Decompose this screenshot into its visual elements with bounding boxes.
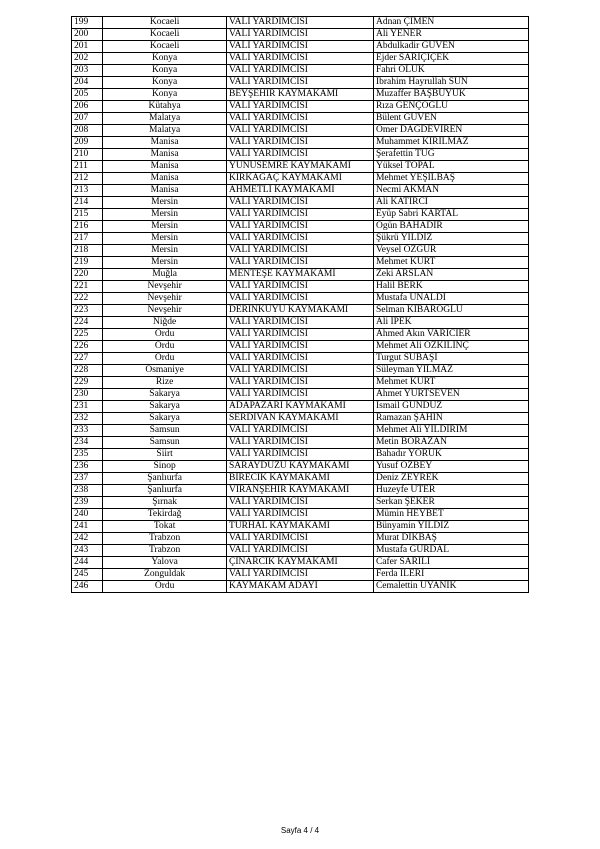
- province-cell: Tokat: [103, 521, 227, 533]
- person-name-cell: Şükrü YILDIZ: [373, 233, 528, 245]
- row-number: 236: [72, 461, 103, 473]
- table-row: [72, 413, 529, 425]
- position-cell: KIRKAĞAÇ KAYMAKAMI: [227, 173, 374, 185]
- position-cell: VALİ YARDIMCISI: [227, 233, 374, 245]
- person-name-cell: Eyüp Sabri KARTAL: [373, 209, 528, 221]
- row-number: 199: [72, 17, 103, 29]
- position-cell: VALİ YARDIMCISI: [227, 533, 374, 545]
- position-cell: VALİ YARDIMCISI: [227, 137, 374, 149]
- row-number: 229: [72, 377, 103, 389]
- position-cell: VALİ YARDIMCISI: [227, 425, 374, 437]
- person-name-cell: Süleyman YILMAZ: [373, 365, 528, 377]
- position-cell: VALİ YARDIMCISI: [227, 329, 374, 341]
- province-cell: Şanlıurfa: [103, 485, 227, 497]
- position-cell: BİRECİK KAYMAKAMI: [227, 473, 374, 485]
- table-row: [72, 557, 529, 569]
- person-name-cell: Şerafettin TUĞ: [373, 149, 528, 161]
- row-number: 203: [72, 65, 103, 77]
- row-number: 232: [72, 413, 103, 425]
- province-cell: Kütahya: [103, 101, 227, 113]
- position-cell: VALİ YARDIMCISI: [227, 389, 374, 401]
- position-cell: ADAPAZARI KAYMAKAMI: [227, 401, 374, 413]
- row-number: 206: [72, 101, 103, 113]
- position-cell: MENTEŞE KAYMAKAMI: [227, 269, 374, 281]
- row-number: 211: [72, 161, 103, 173]
- person-name-cell: Fahri OLUK: [373, 65, 528, 77]
- person-name-cell: Murat DİKBAŞ: [373, 533, 528, 545]
- row-number: 221: [72, 281, 103, 293]
- person-name-cell: İsmail GÜNDÜZ: [373, 401, 528, 413]
- position-cell: VALİ YARDIMCISI: [227, 497, 374, 509]
- table-row: [72, 401, 529, 413]
- province-cell: Muğla: [103, 269, 227, 281]
- person-name-cell: Zeki ARSLAN: [373, 269, 528, 281]
- row-number: 243: [72, 545, 103, 557]
- person-name-cell: Huzeyfe ÜTER: [373, 485, 528, 497]
- province-cell: Nevşehir: [103, 281, 227, 293]
- person-name-cell: Mehmet Ali ÖZKILINÇ: [373, 341, 528, 353]
- person-name-cell: Yüksel TOPAL: [373, 161, 528, 173]
- table-row: [72, 305, 529, 317]
- table-row: [72, 113, 529, 125]
- person-name-cell: Halil BERK: [373, 281, 528, 293]
- person-name-cell: Cemalettin UYANIK: [373, 581, 528, 593]
- province-cell: Zonguldak: [103, 569, 227, 581]
- table-row: [72, 365, 529, 377]
- table-row: [72, 521, 529, 533]
- table-row: [72, 461, 529, 473]
- person-name-cell: Mümin HEYBET: [373, 509, 528, 521]
- person-name-cell: Veysel ÖZGÜR: [373, 245, 528, 257]
- position-cell: VALİ YARDIMCISI: [227, 449, 374, 461]
- person-name-cell: Mehmet YEŞİLBAŞ: [373, 173, 528, 185]
- position-cell: VALİ YARDIMCISI: [227, 317, 374, 329]
- person-name-cell: Yusuf ÖZBEY: [373, 461, 528, 473]
- row-number: 210: [72, 149, 103, 161]
- table-row: [72, 545, 529, 557]
- row-number: 244: [72, 557, 103, 569]
- person-name-cell: Ali YENER: [373, 29, 528, 41]
- position-cell: VALİ YARDIMCISI: [227, 377, 374, 389]
- table-row: [72, 449, 529, 461]
- province-cell: Sakarya: [103, 413, 227, 425]
- province-cell: Kocaeli: [103, 29, 227, 41]
- position-cell: YUNUSEMRE KAYMAKAMI: [227, 161, 374, 173]
- person-name-cell: Bünyamin YILDIZ: [373, 521, 528, 533]
- table-row: [72, 245, 529, 257]
- row-number: 234: [72, 437, 103, 449]
- row-number: 231: [72, 401, 103, 413]
- province-cell: Ordu: [103, 353, 227, 365]
- table-row: [72, 533, 529, 545]
- person-name-cell: Bahadır YÖRÜK: [373, 449, 528, 461]
- table-row: [72, 221, 529, 233]
- position-cell: VALİ YARDIMCISI: [227, 545, 374, 557]
- province-cell: Şırnak: [103, 497, 227, 509]
- table-row: [72, 509, 529, 521]
- position-cell: AHMETLİ KAYMAKAMI: [227, 185, 374, 197]
- table-row: [72, 329, 529, 341]
- row-number: 219: [72, 257, 103, 269]
- province-cell: Şanlıurfa: [103, 473, 227, 485]
- row-number: 230: [72, 389, 103, 401]
- province-cell: Manisa: [103, 137, 227, 149]
- province-cell: Mersin: [103, 221, 227, 233]
- table-row: [72, 161, 529, 173]
- position-cell: VALİ YARDIMCISI: [227, 437, 374, 449]
- table-row: [72, 185, 529, 197]
- person-name-cell: Ejder SARIÇİÇEK: [373, 53, 528, 65]
- position-cell: ÇINARCIK KAYMAKAMI: [227, 557, 374, 569]
- province-cell: Tekirdağ: [103, 509, 227, 521]
- table-row: [72, 269, 529, 281]
- row-number: 246: [72, 581, 103, 593]
- province-cell: Sakarya: [103, 401, 227, 413]
- person-name-cell: Mustafa ÜNALDI: [373, 293, 528, 305]
- table-row: [72, 173, 529, 185]
- person-name-cell: Cafer SARILI: [373, 557, 528, 569]
- position-cell: VALİ YARDIMCISI: [227, 341, 374, 353]
- person-name-cell: Ogün BAHADIR: [373, 221, 528, 233]
- province-cell: Osmaniye: [103, 365, 227, 377]
- person-name-cell: Ömer DAĞDEVİREN: [373, 125, 528, 137]
- position-cell: VALİ YARDIMCISI: [227, 293, 374, 305]
- position-cell: KAYMAKAM ADAYI: [227, 581, 374, 593]
- person-name-cell: Ferda İLERİ: [373, 569, 528, 581]
- person-name-cell: İbrahim Hayrullah SUN: [373, 77, 528, 89]
- row-number: 217: [72, 233, 103, 245]
- row-number: 201: [72, 41, 103, 53]
- row-number: 216: [72, 221, 103, 233]
- position-cell: VALİ YARDIMCISI: [227, 245, 374, 257]
- row-number: 237: [72, 473, 103, 485]
- position-cell: VALİ YARDIMCISI: [227, 29, 374, 41]
- row-number: 223: [72, 305, 103, 317]
- row-number: 240: [72, 509, 103, 521]
- table-row: [72, 473, 529, 485]
- person-name-cell: Turgut SUBAŞI: [373, 353, 528, 365]
- province-cell: Malatya: [103, 113, 227, 125]
- province-cell: Konya: [103, 89, 227, 101]
- person-name-cell: Muzaffer BAŞBÜYÜK: [373, 89, 528, 101]
- table-row: [72, 377, 529, 389]
- person-name-cell: Ramazan ŞAHİN: [373, 413, 528, 425]
- table-row: [72, 293, 529, 305]
- table-row: [72, 53, 529, 65]
- person-name-cell: Rıza GENÇOĞLU: [373, 101, 528, 113]
- position-cell: VALİ YARDIMCISI: [227, 53, 374, 65]
- table-row: [72, 65, 529, 77]
- province-cell: Mersin: [103, 245, 227, 257]
- row-number: 245: [72, 569, 103, 581]
- position-cell: SARAYDÜZÜ KAYMAKAMI: [227, 461, 374, 473]
- row-number: 241: [72, 521, 103, 533]
- person-name-cell: Mehmet Ali YILDIRIM: [373, 425, 528, 437]
- table-row: [72, 281, 529, 293]
- row-number: 202: [72, 53, 103, 65]
- province-cell: Mersin: [103, 233, 227, 245]
- position-cell: DERİNKUYU KAYMAKAMI: [227, 305, 374, 317]
- province-cell: Mersin: [103, 209, 227, 221]
- province-cell: Manisa: [103, 161, 227, 173]
- appointments-table-body: [72, 17, 529, 593]
- person-name-cell: Mustafa GÜRDAL: [373, 545, 528, 557]
- province-cell: Manisa: [103, 185, 227, 197]
- row-number: 207: [72, 113, 103, 125]
- table-row: [72, 389, 529, 401]
- position-cell: VALİ YARDIMCISI: [227, 125, 374, 137]
- province-cell: Konya: [103, 77, 227, 89]
- position-cell: VALİ YARDIMCISI: [227, 257, 374, 269]
- province-cell: Samsun: [103, 437, 227, 449]
- row-number: 238: [72, 485, 103, 497]
- row-number: 220: [72, 269, 103, 281]
- row-number: 212: [72, 173, 103, 185]
- table-row: [72, 149, 529, 161]
- position-cell: VALİ YARDIMCISI: [227, 65, 374, 77]
- position-cell: VALİ YARDIMCISI: [227, 353, 374, 365]
- province-cell: Kocaeli: [103, 17, 227, 29]
- table-row: [72, 581, 529, 593]
- province-cell: Trabzon: [103, 545, 227, 557]
- province-cell: Kocaeli: [103, 41, 227, 53]
- province-cell: Konya: [103, 53, 227, 65]
- row-number: 233: [72, 425, 103, 437]
- row-number: 222: [72, 293, 103, 305]
- person-name-cell: Adnan ÇİMEN: [373, 17, 528, 29]
- row-number: 209: [72, 137, 103, 149]
- table-row: [72, 233, 529, 245]
- province-cell: Sinop: [103, 461, 227, 473]
- position-cell: VALİ YARDIMCISI: [227, 365, 374, 377]
- province-cell: Trabzon: [103, 533, 227, 545]
- person-name-cell: Serkan ŞEKER: [373, 497, 528, 509]
- row-number: 235: [72, 449, 103, 461]
- row-number: 205: [72, 89, 103, 101]
- table-row: [72, 197, 529, 209]
- person-name-cell: Selman KİBAROĞLU: [373, 305, 528, 317]
- person-name-cell: Ahmet YURTSEVEN: [373, 389, 528, 401]
- province-cell: Samsun: [103, 425, 227, 437]
- person-name-cell: Abdulkadir GÜVEN: [373, 41, 528, 53]
- table-row: [72, 341, 529, 353]
- row-number: 204: [72, 77, 103, 89]
- province-cell: Niğde: [103, 317, 227, 329]
- province-cell: Malatya: [103, 125, 227, 137]
- position-cell: VALİ YARDIMCISI: [227, 149, 374, 161]
- row-number: 218: [72, 245, 103, 257]
- province-cell: Konya: [103, 65, 227, 77]
- row-number: 200: [72, 29, 103, 41]
- province-cell: Ordu: [103, 341, 227, 353]
- province-cell: Ordu: [103, 329, 227, 341]
- row-number: 242: [72, 533, 103, 545]
- position-cell: VALİ YARDIMCISI: [227, 221, 374, 233]
- province-cell: Siirt: [103, 449, 227, 461]
- position-cell: TURHAL KAYMAKAMI: [227, 521, 374, 533]
- province-cell: Yalova: [103, 557, 227, 569]
- table-row: [72, 485, 529, 497]
- position-cell: VALİ YARDIMCISI: [227, 209, 374, 221]
- table-row: [72, 425, 529, 437]
- table-row: [72, 125, 529, 137]
- person-name-cell: Deniz ZEYREK: [373, 473, 528, 485]
- table-row: [72, 29, 529, 41]
- table-row: [72, 209, 529, 221]
- row-number: 215: [72, 209, 103, 221]
- row-number: 225: [72, 329, 103, 341]
- person-name-cell: Ahmed Akın VARICIER: [373, 329, 528, 341]
- row-number: 239: [72, 497, 103, 509]
- position-cell: SERDİVAN KAYMAKAMI: [227, 413, 374, 425]
- person-name-cell: Muhammet KIRILMAZ: [373, 137, 528, 149]
- table-row: [72, 101, 529, 113]
- table-row: [72, 89, 529, 101]
- province-cell: Rize: [103, 377, 227, 389]
- province-cell: Nevşehir: [103, 305, 227, 317]
- page-footer: Sayfa 4 / 4: [280, 826, 320, 835]
- person-name-cell: Ali KATIRCI: [373, 197, 528, 209]
- table-row: [72, 41, 529, 53]
- person-name-cell: Bülent GÜVEN: [373, 113, 528, 125]
- position-cell: VİRANŞEHİR KAYMAKAMI: [227, 485, 374, 497]
- table-row: [72, 497, 529, 509]
- table-row: [72, 137, 529, 149]
- province-cell: Manisa: [103, 149, 227, 161]
- person-name-cell: Mehmet KURT: [373, 257, 528, 269]
- province-cell: Mersin: [103, 257, 227, 269]
- table-row: [72, 17, 529, 29]
- row-number: 208: [72, 125, 103, 137]
- province-cell: Sakarya: [103, 389, 227, 401]
- person-name-cell: Necmi AKMAN: [373, 185, 528, 197]
- position-cell: VALİ YARDIMCISI: [227, 569, 374, 581]
- table-row: [72, 437, 529, 449]
- province-cell: Nevşehir: [103, 293, 227, 305]
- province-cell: Ordu: [103, 581, 227, 593]
- row-number: 224: [72, 317, 103, 329]
- appointments-table: [71, 16, 529, 593]
- person-name-cell: Ali İPEK: [373, 317, 528, 329]
- position-cell: VALİ YARDIMCISI: [227, 197, 374, 209]
- table-row: [72, 317, 529, 329]
- table-row: [72, 77, 529, 89]
- position-cell: VALİ YARDIMCISI: [227, 17, 374, 29]
- position-cell: VALİ YARDIMCISI: [227, 77, 374, 89]
- position-cell: VALİ YARDIMCISI: [227, 509, 374, 521]
- row-number: 227: [72, 353, 103, 365]
- province-cell: Manisa: [103, 173, 227, 185]
- row-number: 213: [72, 185, 103, 197]
- table-row: [72, 353, 529, 365]
- position-cell: VALİ YARDIMCISI: [227, 101, 374, 113]
- position-cell: VALİ YARDIMCISI: [227, 113, 374, 125]
- province-cell: Mersin: [103, 197, 227, 209]
- row-number: 228: [72, 365, 103, 377]
- row-number: 226: [72, 341, 103, 353]
- person-name-cell: Mehmet KURT: [373, 377, 528, 389]
- position-cell: BEYŞEHİR KAYMAKAMI: [227, 89, 374, 101]
- table-row: [72, 569, 529, 581]
- row-number: 214: [72, 197, 103, 209]
- person-name-cell: Metin BORAZAN: [373, 437, 528, 449]
- position-cell: VALİ YARDIMCISI: [227, 41, 374, 53]
- position-cell: VALİ YARDIMCISI: [227, 281, 374, 293]
- table-row: [72, 257, 529, 269]
